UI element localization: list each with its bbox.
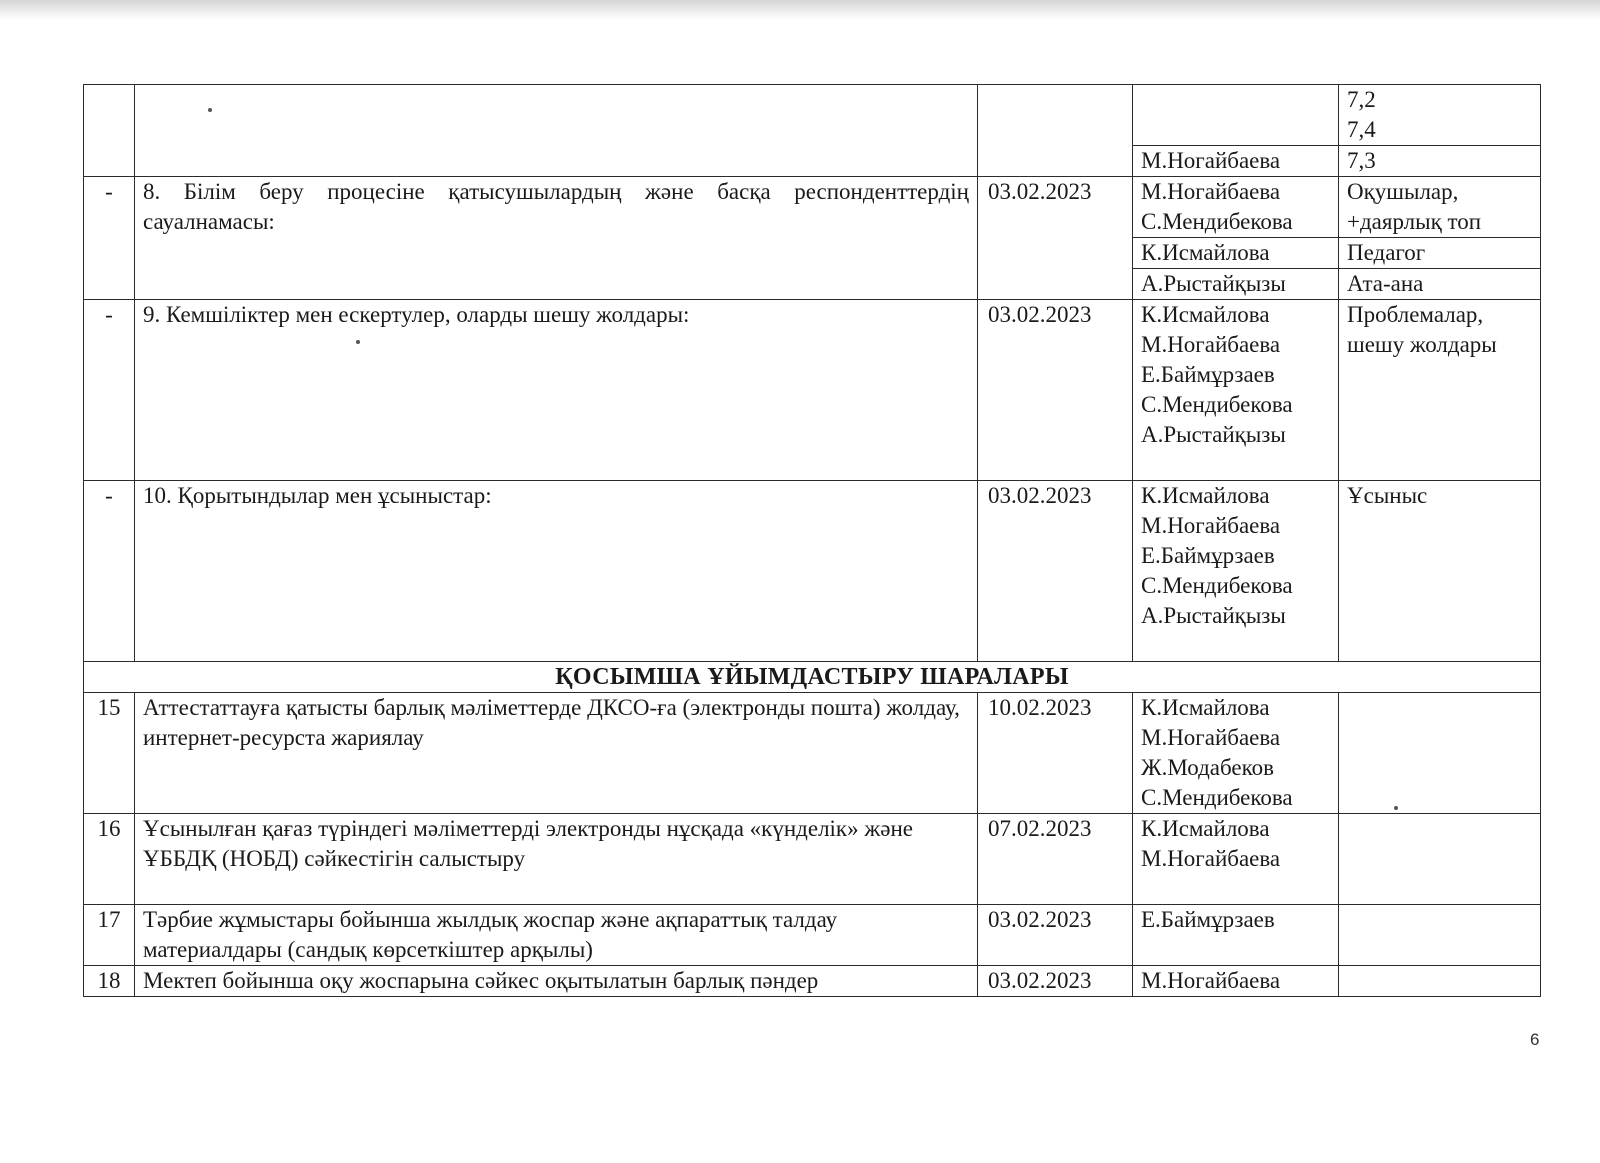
person-cell: К.Исмайлова [1133,238,1339,269]
table-row [84,177,1541,238]
date-cell: 07.02.2023 [978,814,1133,905]
scan-speck [356,340,360,344]
table-row [84,905,1541,966]
activity-cell: 10. Қорытындылар мен ұсыныстар: [135,481,978,662]
result-value: 7,4 [1347,117,1376,142]
person-cell: М.Ногайбаева [1133,966,1339,997]
table-row [84,966,1541,997]
plan-table [83,84,1541,997]
result-cell: Педагог [1339,238,1541,269]
activity-cell: Тәрбие жұмыстары бойынша жылдық жоспар және ақпараттық талдау материалдары (сандық көрсеткіштер арқылы) [135,905,978,966]
person-cell: М.Ногайбаева [1133,146,1339,177]
scan-speck [208,108,212,112]
date-cell: 03.02.2023 [978,966,1133,997]
date-cell: 10.02.2023 [978,693,1133,814]
person-cell: М.Ногайбаева С.Мендибекова [1133,177,1339,238]
section-header-row [84,662,1541,693]
person-cell: К.Исмайлова М.Ногайбаева Ж.Модабеков С.Мендибекова [1133,693,1339,814]
activity-cell [135,85,978,177]
row-number: - [84,300,135,481]
person-cell [1133,85,1339,146]
table-row [84,814,1541,905]
activity-cell: Мектеп бойынша оқу жоспарына сәйкес оқытылатын барлық пәндер [135,966,978,997]
date-cell: 03.02.2023 [978,481,1133,662]
result-cell [1339,85,1541,146]
activity-cell: 9. Кемшіліктер мен ескертулер, оларды шешу жолдары: [135,300,978,481]
row-number: 15 [84,693,135,814]
person-cell: К.Исмайлова М.Ногайбаева Е.Баймұрзаев С.Мендибекова А.Рыстайқызы [1133,300,1339,481]
table-row [84,481,1541,662]
result-cell [1339,693,1541,814]
date-cell: 03.02.2023 [978,300,1133,481]
result-cell: Оқушылар, +даярлық топ [1339,177,1541,238]
date-cell: 03.02.2023 [978,177,1133,300]
activity-cell: Ұсынылған қағаз түріндегі мәліметтерді электронды нұсқада «күнделік» және ҰББДҚ (НОБД) сәйкестігін салыстыру [135,814,978,905]
result-cell [1339,905,1541,966]
person-cell: Е.Баймұрзаев [1133,905,1339,966]
person-cell: К.Исмайлова М.Ногайбаева [1133,814,1339,905]
row-number: 17 [84,905,135,966]
row-number: 18 [84,966,135,997]
person-cell: А.Рыстайқызы [1133,269,1339,300]
row-number [84,85,135,177]
date-cell: 03.02.2023 [978,905,1133,966]
result-cell: 7,3 [1339,146,1541,177]
result-cell [1339,966,1541,997]
row-number: - [84,481,135,662]
scan-top-shadow [0,0,1600,20]
person-cell: К.Исмайлова М.Ногайбаева Е.Баймұрзаев С.Мендибекова А.Рыстайқызы [1133,481,1339,662]
result-cell: Ұсыныс [1339,481,1541,662]
activity-cell: 8. Білім беру процесіне қатысушылардың және басқа респонденттердің сауалнамасы: [135,177,978,300]
page-number: 6 [1530,1030,1540,1049]
row-number: 16 [84,814,135,905]
scan-speck [1394,806,1398,810]
date-cell [978,85,1133,177]
table-row [84,85,1541,146]
activity-cell: Аттестаттауға қатысты барлық мәліметтерде ДКСО-ға (электронды пошта) жолдау, интернет-ресурста жариялау [135,693,978,814]
result-cell [1339,814,1541,905]
result-value: 7,2 [1347,87,1376,112]
table-row [84,693,1541,814]
result-cell: Ата-ана [1339,269,1541,300]
table-row [84,300,1541,481]
section-title: ҚОСЫМША ҰЙЫМДАСТЫРУ ШАРАЛАРЫ [84,662,1541,693]
row-number: - [84,177,135,300]
result-cell: Проблемалар, шешу жолдары [1339,300,1541,481]
